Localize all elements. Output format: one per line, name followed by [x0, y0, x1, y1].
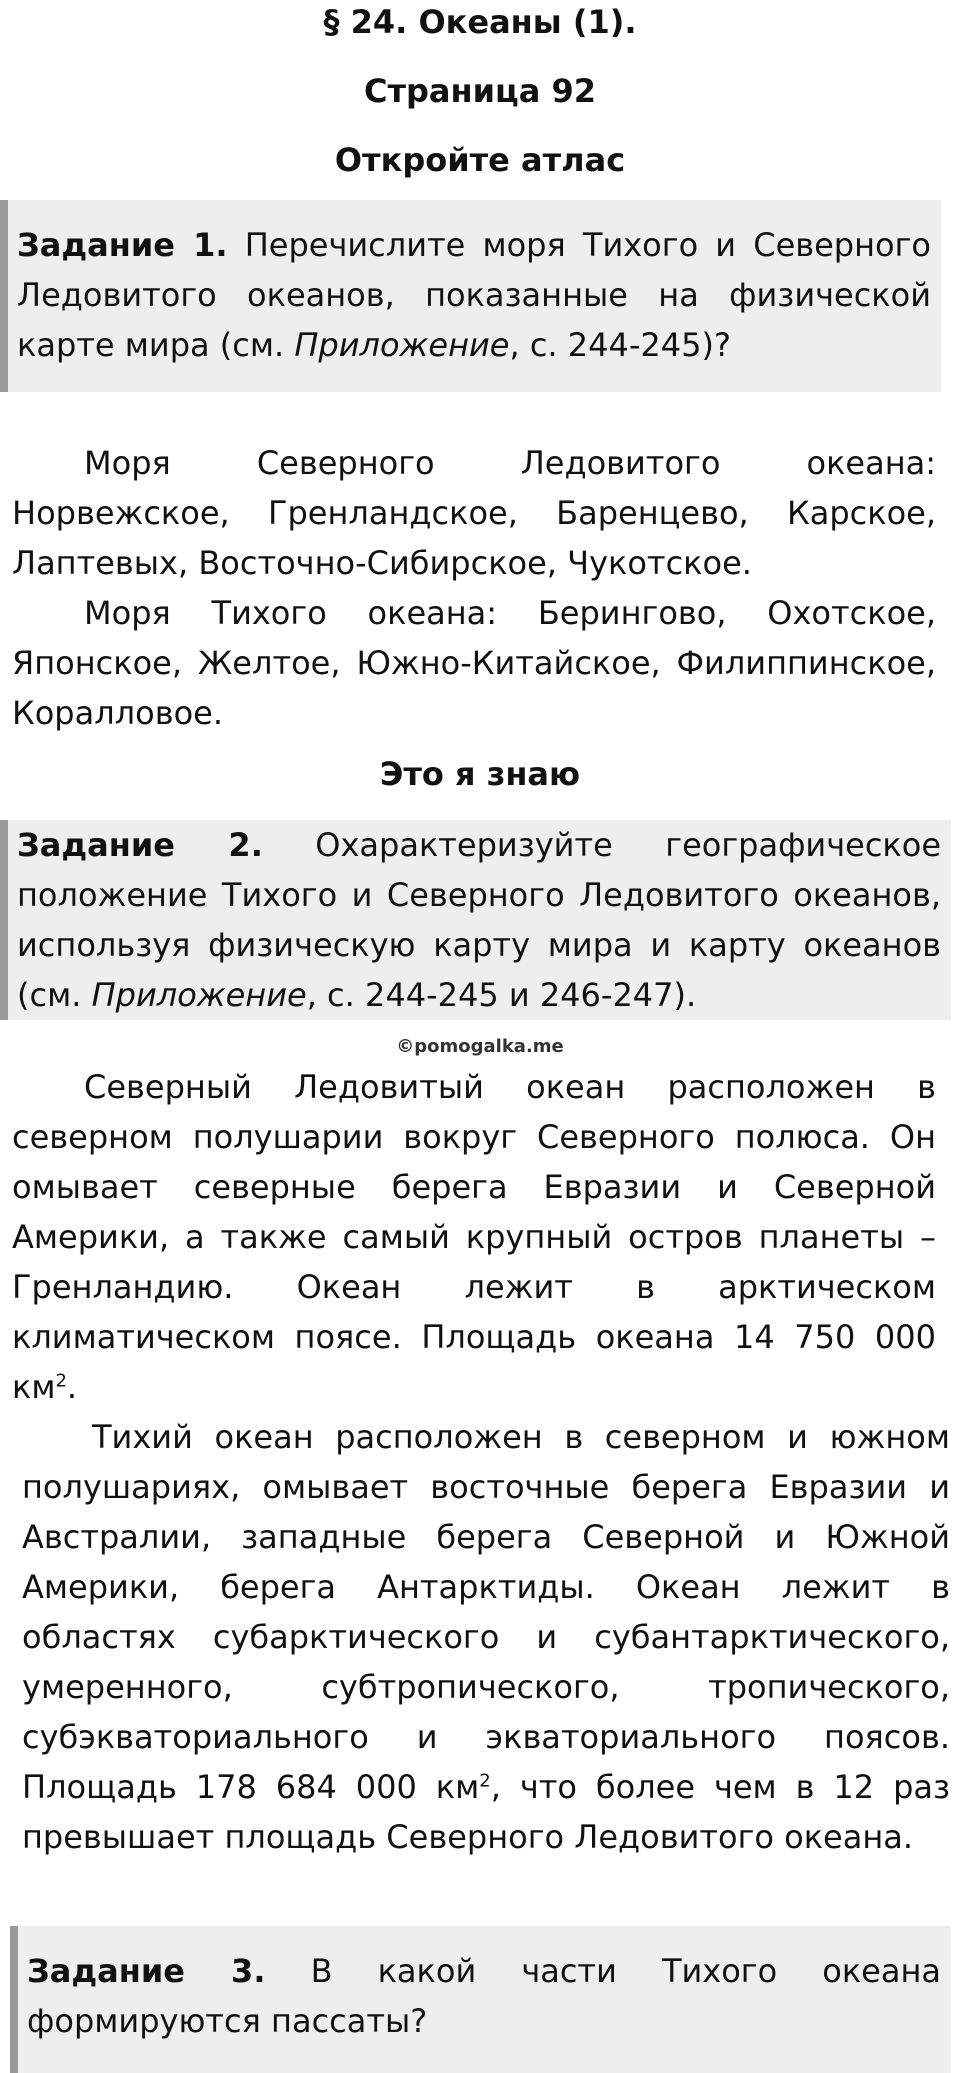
- task-1-box: [0, 200, 941, 392]
- task-2-label: Задание 2.: [17, 826, 263, 864]
- page-label: Страница 92: [363, 72, 597, 110]
- answer-3-end: , что более чем в 12 раз превышает площадь Северного Ледовитого океана.: [22, 1768, 951, 1856]
- task-2-box: [0, 820, 951, 1020]
- answer-1-pacific: [0, 588, 942, 738]
- answer-2-pacific: [0, 1412, 960, 1862]
- copyright-watermark: ©pomogalka.me: [396, 1036, 564, 1057]
- section-title: § 24. Океаны (1).: [323, 3, 637, 41]
- answer-1-arctic-text: Моря Северного Ледовитого океана: Норвежское, Гренландское, Баренцево, Карское, Лаптевых, Восточно-Сибирское, Чукотское.: [12, 444, 936, 582]
- task-2-text: Охарактеризуйте географическое положение Тихого и Северного Ледовитого океанов, используя физическую карту мира и карту океанов (см.: [17, 826, 941, 1014]
- task-2-italic: Приложение: [91, 976, 307, 1014]
- atlas-label: Откройте атлас: [334, 141, 626, 179]
- answer-2-sup: 2: [55, 1370, 67, 1392]
- task-3-text: В какой части Тихого океана формируются пассаты?: [27, 1952, 942, 2040]
- task-1-text-end: , с. 244-245)?: [509, 326, 731, 364]
- know-label: Это я знаю: [379, 755, 581, 793]
- task-1-label: Задание 1.: [17, 226, 228, 264]
- answer-2-end: .: [66, 1368, 78, 1406]
- task-1-text: Перечислите моря Тихого и Северного Ледовитого океанов, показанные на физической карте мира (см.: [17, 226, 932, 364]
- task-1-italic: Приложение: [294, 326, 510, 364]
- answer-1-pacific-text: Моря Тихого океана: Берингово, Охотское, Японское, Желтое, Южно-Китайское, Филиппинское, Коралловое.: [12, 594, 936, 732]
- answer-3-text: Тихий океан расположен в северном и южном полушариях, омывает восточные берега Евразии и Австралии, западные берега Северной и Южной Америки, берега Антарктиды. Океан лежит в областях субарктического и субантарктического, умеренного, субтропического, тропического, субэкваториального и экваториального поясов. Площадь 178 684 000 км: [22, 1418, 950, 1806]
- task-2-text-end: , с. 244-245 и 246-247).: [306, 976, 697, 1014]
- answer-2-arctic: [0, 1062, 942, 1412]
- answer-3-sup: 2: [479, 1770, 491, 1792]
- task-3-box: [10, 1926, 951, 2073]
- answer-1-arctic: [0, 438, 942, 588]
- task-3-label: Задание 3.: [27, 1952, 266, 1990]
- answer-2-text: Северный Ледовитый океан расположен в северном полушарии вокруг Северного полюса. Он омывает северные берега Евразии и Северной Америки, а также самый крупный остров планеты – Гренландию. Океан лежит в арктическом климатическом поясе. Площадь океана 14 750 000 км: [12, 1068, 936, 1406]
